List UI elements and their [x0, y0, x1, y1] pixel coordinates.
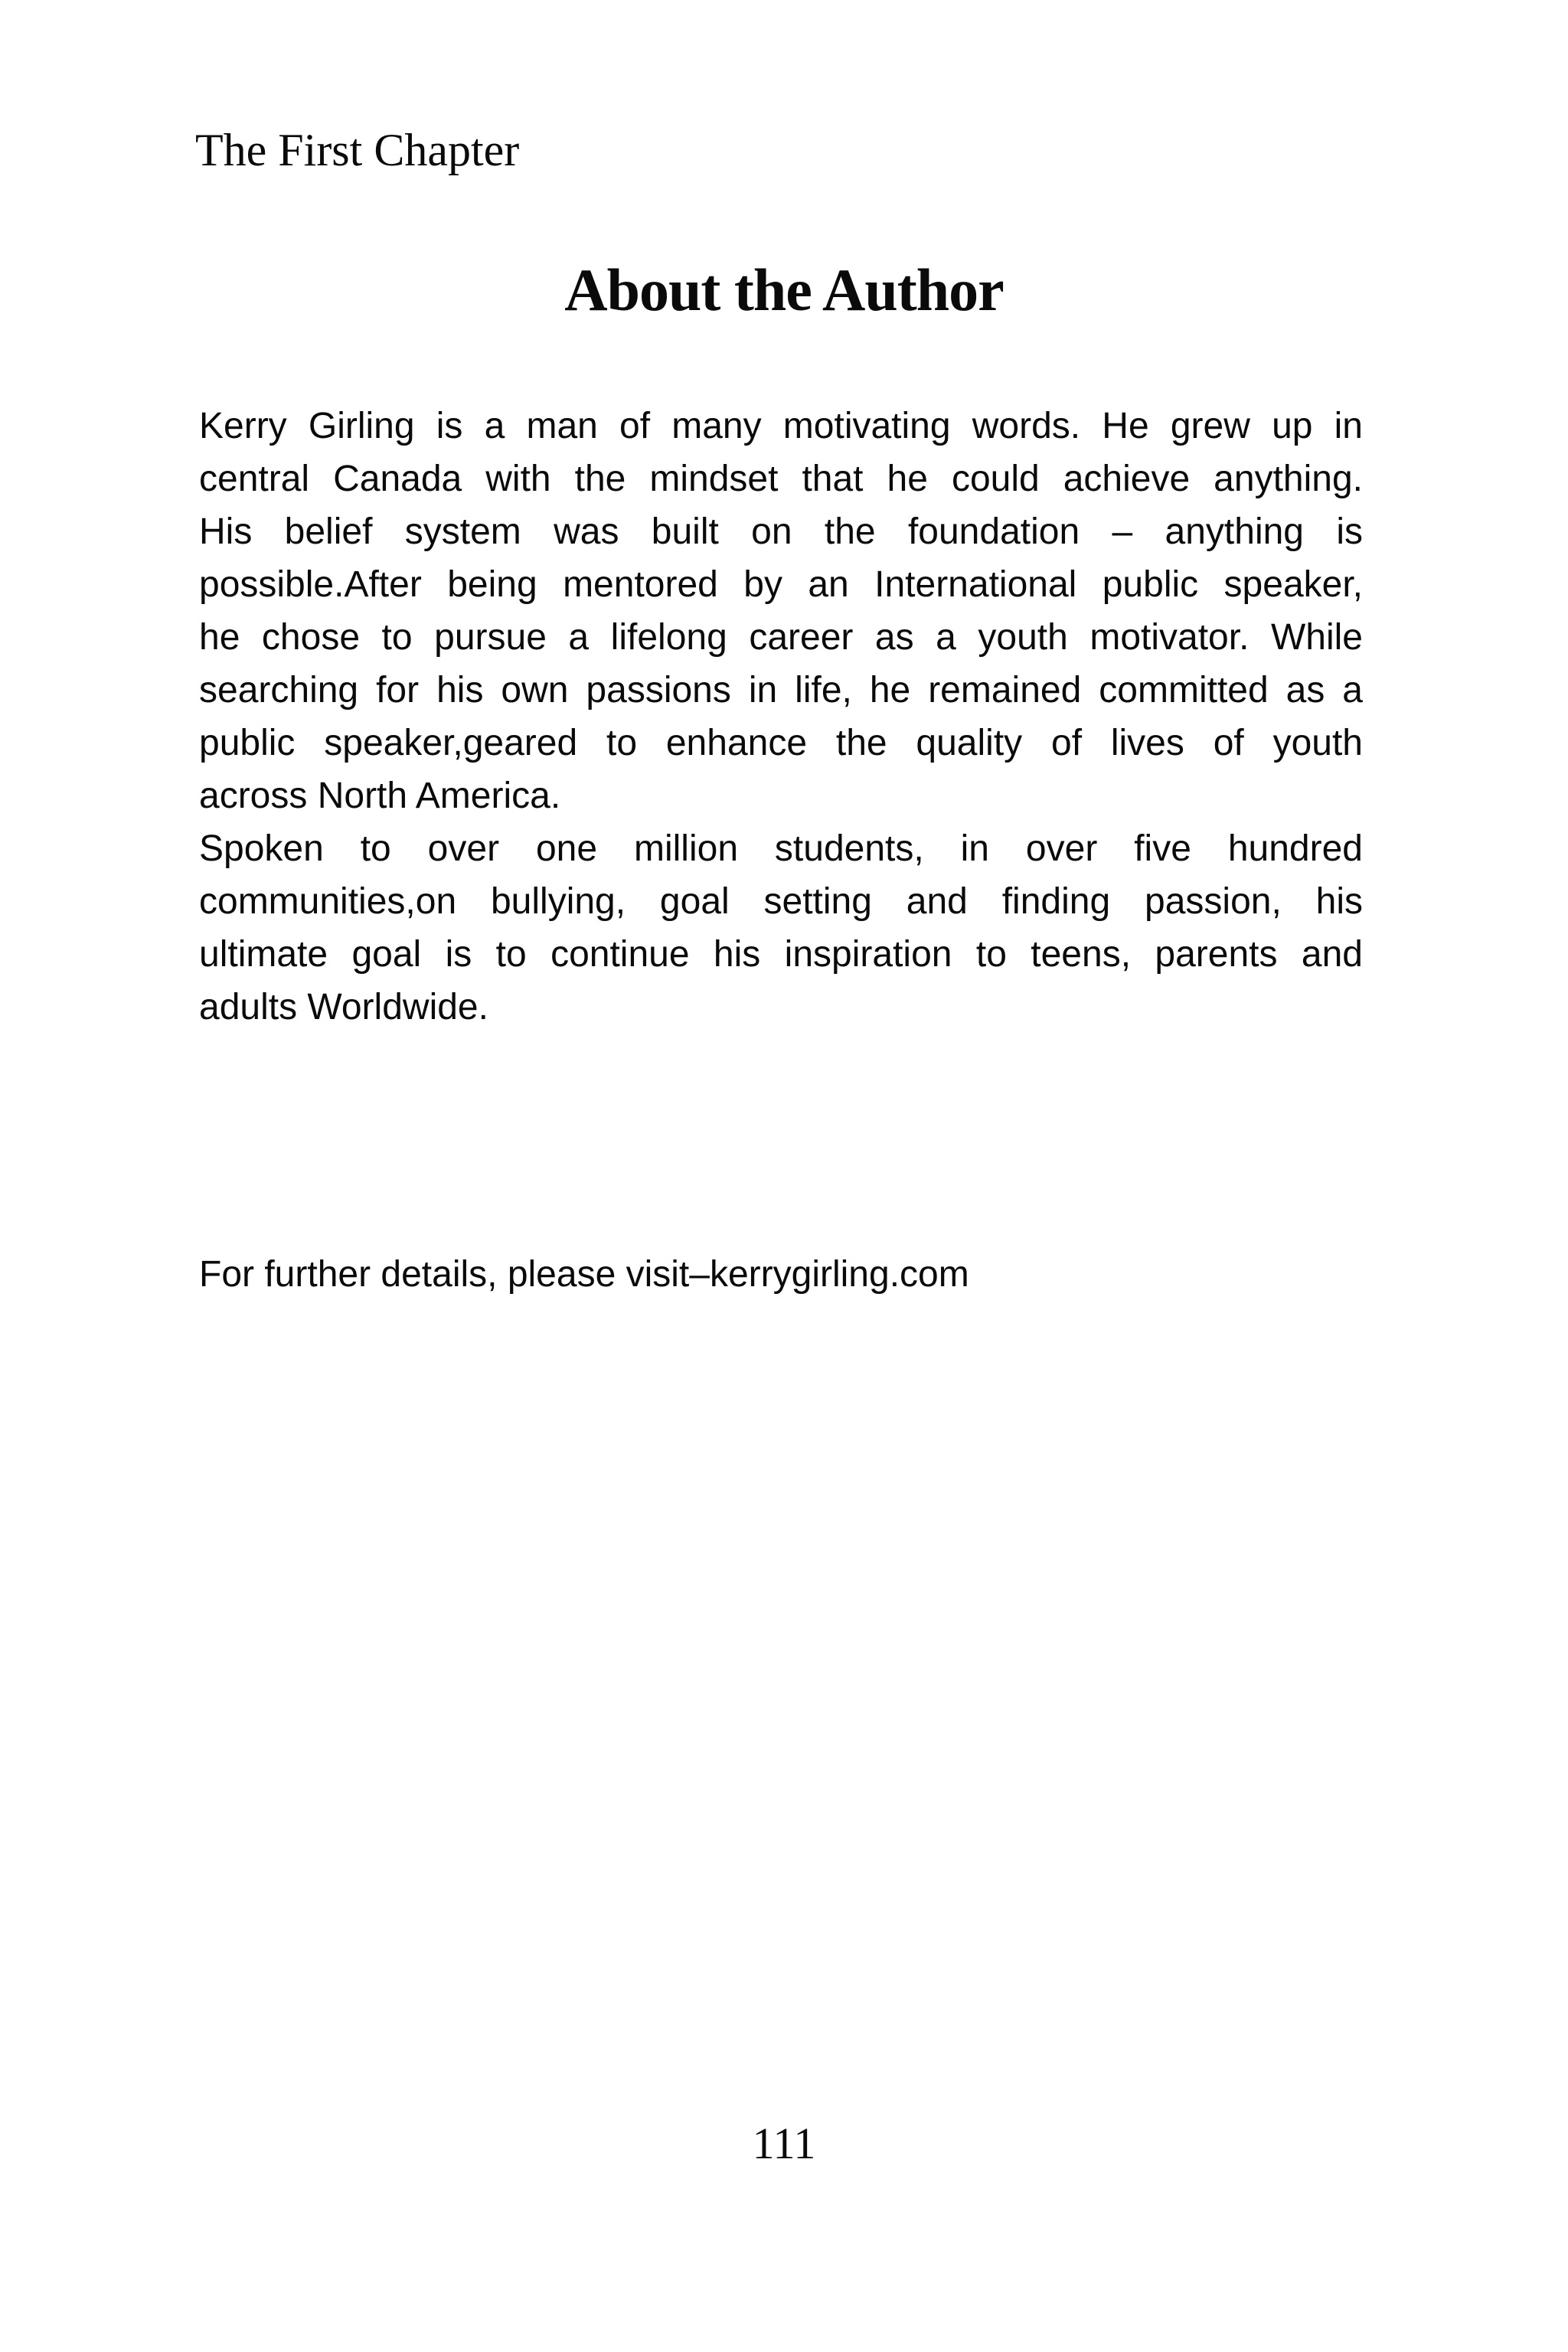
- body-line: His belief system was built on the foundation – anything is: [199, 511, 1363, 552]
- body-line: searching for his own passions in life, he remained committed as a: [199, 670, 1363, 710]
- body-line: adults Worldwide.: [199, 987, 488, 1027]
- body-line: ultimate goal is to continue his inspiration to teens, parents and: [199, 934, 1363, 975]
- page-number: 111: [752, 2118, 816, 2168]
- body-line: across North America.: [199, 776, 561, 816]
- page-title: About the Author: [564, 256, 1004, 323]
- body-line: communities,on bullying, goal setting and finding passion, his: [199, 881, 1363, 922]
- body-line: Spoken to over one million students, in over five hundred: [199, 828, 1363, 869]
- body-line: central Canada with the mindset that he could achieve anything.: [199, 459, 1363, 499]
- running-header: The First Chapter: [195, 125, 520, 175]
- body-line: he chose to pursue a lifelong career as a youth motivator. While: [199, 617, 1363, 658]
- paragraph-about-author: [199, 400, 1363, 822]
- body-text: [199, 400, 1363, 1034]
- paragraph-speaking-stats: [199, 822, 1363, 1034]
- body-line: Kerry Girling is a man of many motivating words. He grew up in: [199, 406, 1363, 446]
- body-line: public speaker,geared to enhance the quality of lives of youth: [199, 723, 1363, 763]
- body-line: possible.After being mentored by an International public speaker,: [199, 564, 1363, 605]
- website-line: For further details, please visit–kerrygirling.com: [199, 1254, 969, 1295]
